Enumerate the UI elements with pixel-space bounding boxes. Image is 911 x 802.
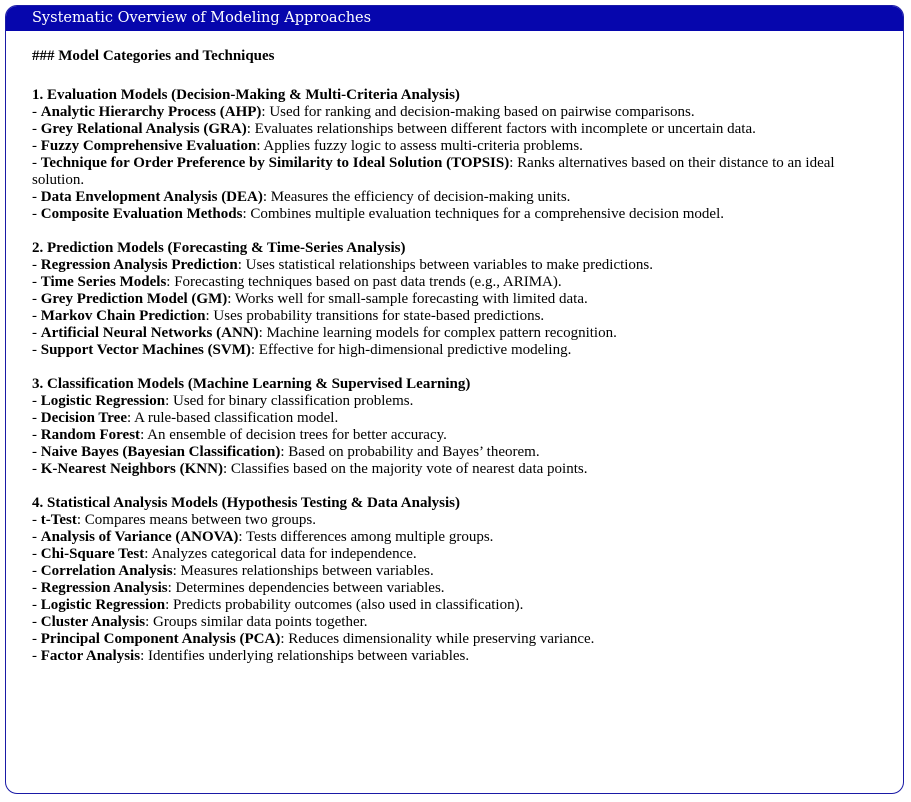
item-description: : An ensemble of decision trees for better accuracy.: [140, 427, 447, 443]
item-term: Logistic Regression: [40, 393, 166, 409]
item-description: : Ranks alternatives based on their distance to an ideal solution.: [32, 155, 835, 188]
item-term: Artificial Neural Networks (ANN): [40, 325, 259, 341]
list-item: - Regression Analysis: Determines dependencies between variables.: [32, 580, 445, 596]
section-2: [32, 240, 903, 359]
sections-container: [32, 87, 903, 665]
item-term: Technique for Order Preference by Similarity to Ideal Solution (TOPSIS): [40, 155, 510, 171]
panel-content: [6, 31, 903, 665]
item-description: : Effective for high-dimensional predictive modeling.: [250, 342, 572, 358]
section-title: 4. Statistical Analysis Models (Hypothesis Testing & Data Analysis): [32, 495, 460, 511]
section-3: [32, 376, 903, 478]
list-item: - Support Vector Machines (SVM): Effective for high-dimensional predictive modeling.: [32, 342, 572, 358]
item-description: : Tests differences among multiple groups.: [238, 529, 494, 545]
section-title: 1. Evaluation Models (Decision-Making & Multi-Criteria Analysis): [32, 87, 460, 103]
item-description: : Determines dependencies between variables.: [167, 580, 445, 596]
list-item: - Decision Tree: A rule-based classification model.: [32, 410, 339, 426]
list-item: - Factor Analysis: Identifies underlying relationships between variables.: [32, 648, 470, 664]
item-description: : Machine learning models for complex pattern recognition.: [258, 325, 617, 341]
list-item: - Correlation Analysis: Measures relationships between variables.: [32, 563, 434, 579]
list-item: - Analysis of Variance (ANOVA): Tests differences among multiple groups.: [32, 529, 494, 545]
item-description: : Combines multiple evaluation techniques for a comprehensive decision model.: [242, 206, 724, 222]
panel-title: Systematic Overview of Modeling Approaches: [6, 6, 903, 31]
item-term: Time Series Models: [40, 274, 167, 290]
list-item: - Technique for Order Preference by Similarity to Ideal Solution (TOPSIS): Ranks alternatives based on their distance to an ideal solution.: [32, 155, 835, 188]
item-term: Data Envelopment Analysis (DEA): [40, 189, 263, 205]
item-term: Random Forest: [40, 427, 141, 443]
section-4: [32, 495, 903, 665]
item-description: : Applies fuzzy logic to assess multi-criteria problems.: [256, 138, 583, 154]
item-term: Grey Relational Analysis (GRA): [40, 121, 247, 137]
item-description: : Compares means between two groups.: [76, 512, 316, 528]
item-term: t-Test: [40, 512, 77, 528]
item-description: : Works well for small-sample forecasting with limited data.: [227, 291, 588, 307]
list-item: - Regression Analysis Prediction: Uses statistical relationships between variables to make predictions.: [32, 257, 654, 273]
item-description: : Analyzes categorical data for independence.: [144, 546, 417, 562]
item-term: Support Vector Machines (SVM): [40, 342, 251, 358]
list-item: - Markov Chain Prediction: Uses probability transitions for state-based predictions.: [32, 308, 545, 324]
item-description: : Uses statistical relationships between variables to make predictions.: [237, 257, 654, 273]
item-description: : Groups similar data points together.: [145, 614, 368, 630]
list-item: - t-Test: Compares means between two groups.: [32, 512, 316, 528]
section-title: 2. Prediction Models (Forecasting & Time-Series Analysis): [32, 240, 406, 256]
item-description: : Evaluates relationships between different factors with incomplete or uncertain data.: [246, 121, 756, 137]
item-term: Correlation Analysis: [40, 563, 173, 579]
item-description: : Measures the efficiency of decision-making units.: [262, 189, 571, 205]
item-description: : Used for binary classification problems.: [165, 393, 414, 409]
item-description: : Classifies based on the majority vote of nearest data points.: [222, 461, 588, 477]
item-term: Naive Bayes (Bayesian Classification): [40, 444, 281, 460]
item-term: Logistic Regression: [40, 597, 166, 613]
item-description: : Reduces dimensionality while preserving variance.: [280, 631, 595, 647]
list-item: - Logistic Regression: Predicts probability outcomes (also used in classification).: [32, 597, 524, 613]
item-term: Chi-Square Test: [40, 546, 145, 562]
item-term: Fuzzy Comprehensive Evaluation: [40, 138, 257, 154]
item-description: : Measures relationships between variables.: [172, 563, 434, 579]
overview-panel: [5, 5, 904, 794]
list-item: - Fuzzy Comprehensive Evaluation: Applies fuzzy logic to assess multi-criteria problems.: [32, 138, 583, 154]
item-term: Markov Chain Prediction: [40, 308, 206, 324]
item-term: Cluster Analysis: [40, 614, 146, 630]
content-heading: ### Model Categories and Techniques: [32, 48, 275, 64]
item-term: Grey Prediction Model (GM): [40, 291, 228, 307]
item-description: : Used for ranking and decision-making based on pairwise comparisons.: [261, 104, 695, 120]
item-description: : A rule-based classification model.: [127, 410, 339, 426]
list-item: - Analytic Hierarchy Process (AHP): Used for ranking and decision-making based on pairwise comparisons.: [32, 104, 695, 120]
list-item: - Time Series Models: Forecasting techniques based on past data trends (e.g., ARIMA).: [32, 274, 562, 290]
list-item: - Grey Prediction Model (GM): Works well for small-sample forecasting with limited data.: [32, 291, 588, 307]
item-term: Regression Analysis Prediction: [40, 257, 238, 273]
item-description: : Predicts probability outcomes (also used in classification).: [165, 597, 524, 613]
item-term: Analytic Hierarchy Process (AHP): [40, 104, 262, 120]
list-item: - Cluster Analysis: Groups similar data points together.: [32, 614, 368, 630]
list-item: - Grey Relational Analysis (GRA): Evaluates relationships between different factors with incomplete or uncertain data.: [32, 121, 756, 137]
item-term: Decision Tree: [40, 410, 127, 426]
item-term: K-Nearest Neighbors (KNN): [40, 461, 223, 477]
section-title: 3. Classification Models (Machine Learning & Supervised Learning): [32, 376, 471, 392]
list-item: - Principal Component Analysis (PCA): Reduces dimensionality while preserving variance.: [32, 631, 595, 647]
list-item: - Logistic Regression: Used for binary classification problems.: [32, 393, 414, 409]
item-term: Factor Analysis: [40, 648, 141, 664]
item-term: Principal Component Analysis (PCA): [40, 631, 281, 647]
item-term: Regression Analysis: [40, 580, 168, 596]
section-1: [32, 87, 903, 223]
item-term: Analysis of Variance (ANOVA): [40, 529, 239, 545]
list-item: - Random Forest: An ensemble of decision trees for better accuracy.: [32, 427, 447, 443]
list-item: - Artificial Neural Networks (ANN): Machine learning models for complex pattern recognition.: [32, 325, 617, 341]
list-item: - Composite Evaluation Methods: Combines multiple evaluation techniques for a comprehensive decision model.: [32, 206, 724, 222]
list-item: - Naive Bayes (Bayesian Classification): Based on probability and Bayes’ theorem.: [32, 444, 540, 460]
item-description: : Forecasting techniques based on past data trends (e.g., ARIMA).: [166, 274, 562, 290]
list-item: - K-Nearest Neighbors (KNN): Classifies based on the majority vote of nearest data points.: [32, 461, 588, 477]
item-description: : Based on probability and Bayes’ theorem.: [280, 444, 540, 460]
item-term: Composite Evaluation Methods: [40, 206, 243, 222]
list-item: - Data Envelopment Analysis (DEA): Measures the efficiency of decision-making units.: [32, 189, 571, 205]
item-description: : Uses probability transitions for state-based predictions.: [205, 308, 545, 324]
item-description: : Identifies underlying relationships between variables.: [140, 648, 470, 664]
list-item: - Chi-Square Test: Analyzes categorical data for independence.: [32, 546, 417, 562]
